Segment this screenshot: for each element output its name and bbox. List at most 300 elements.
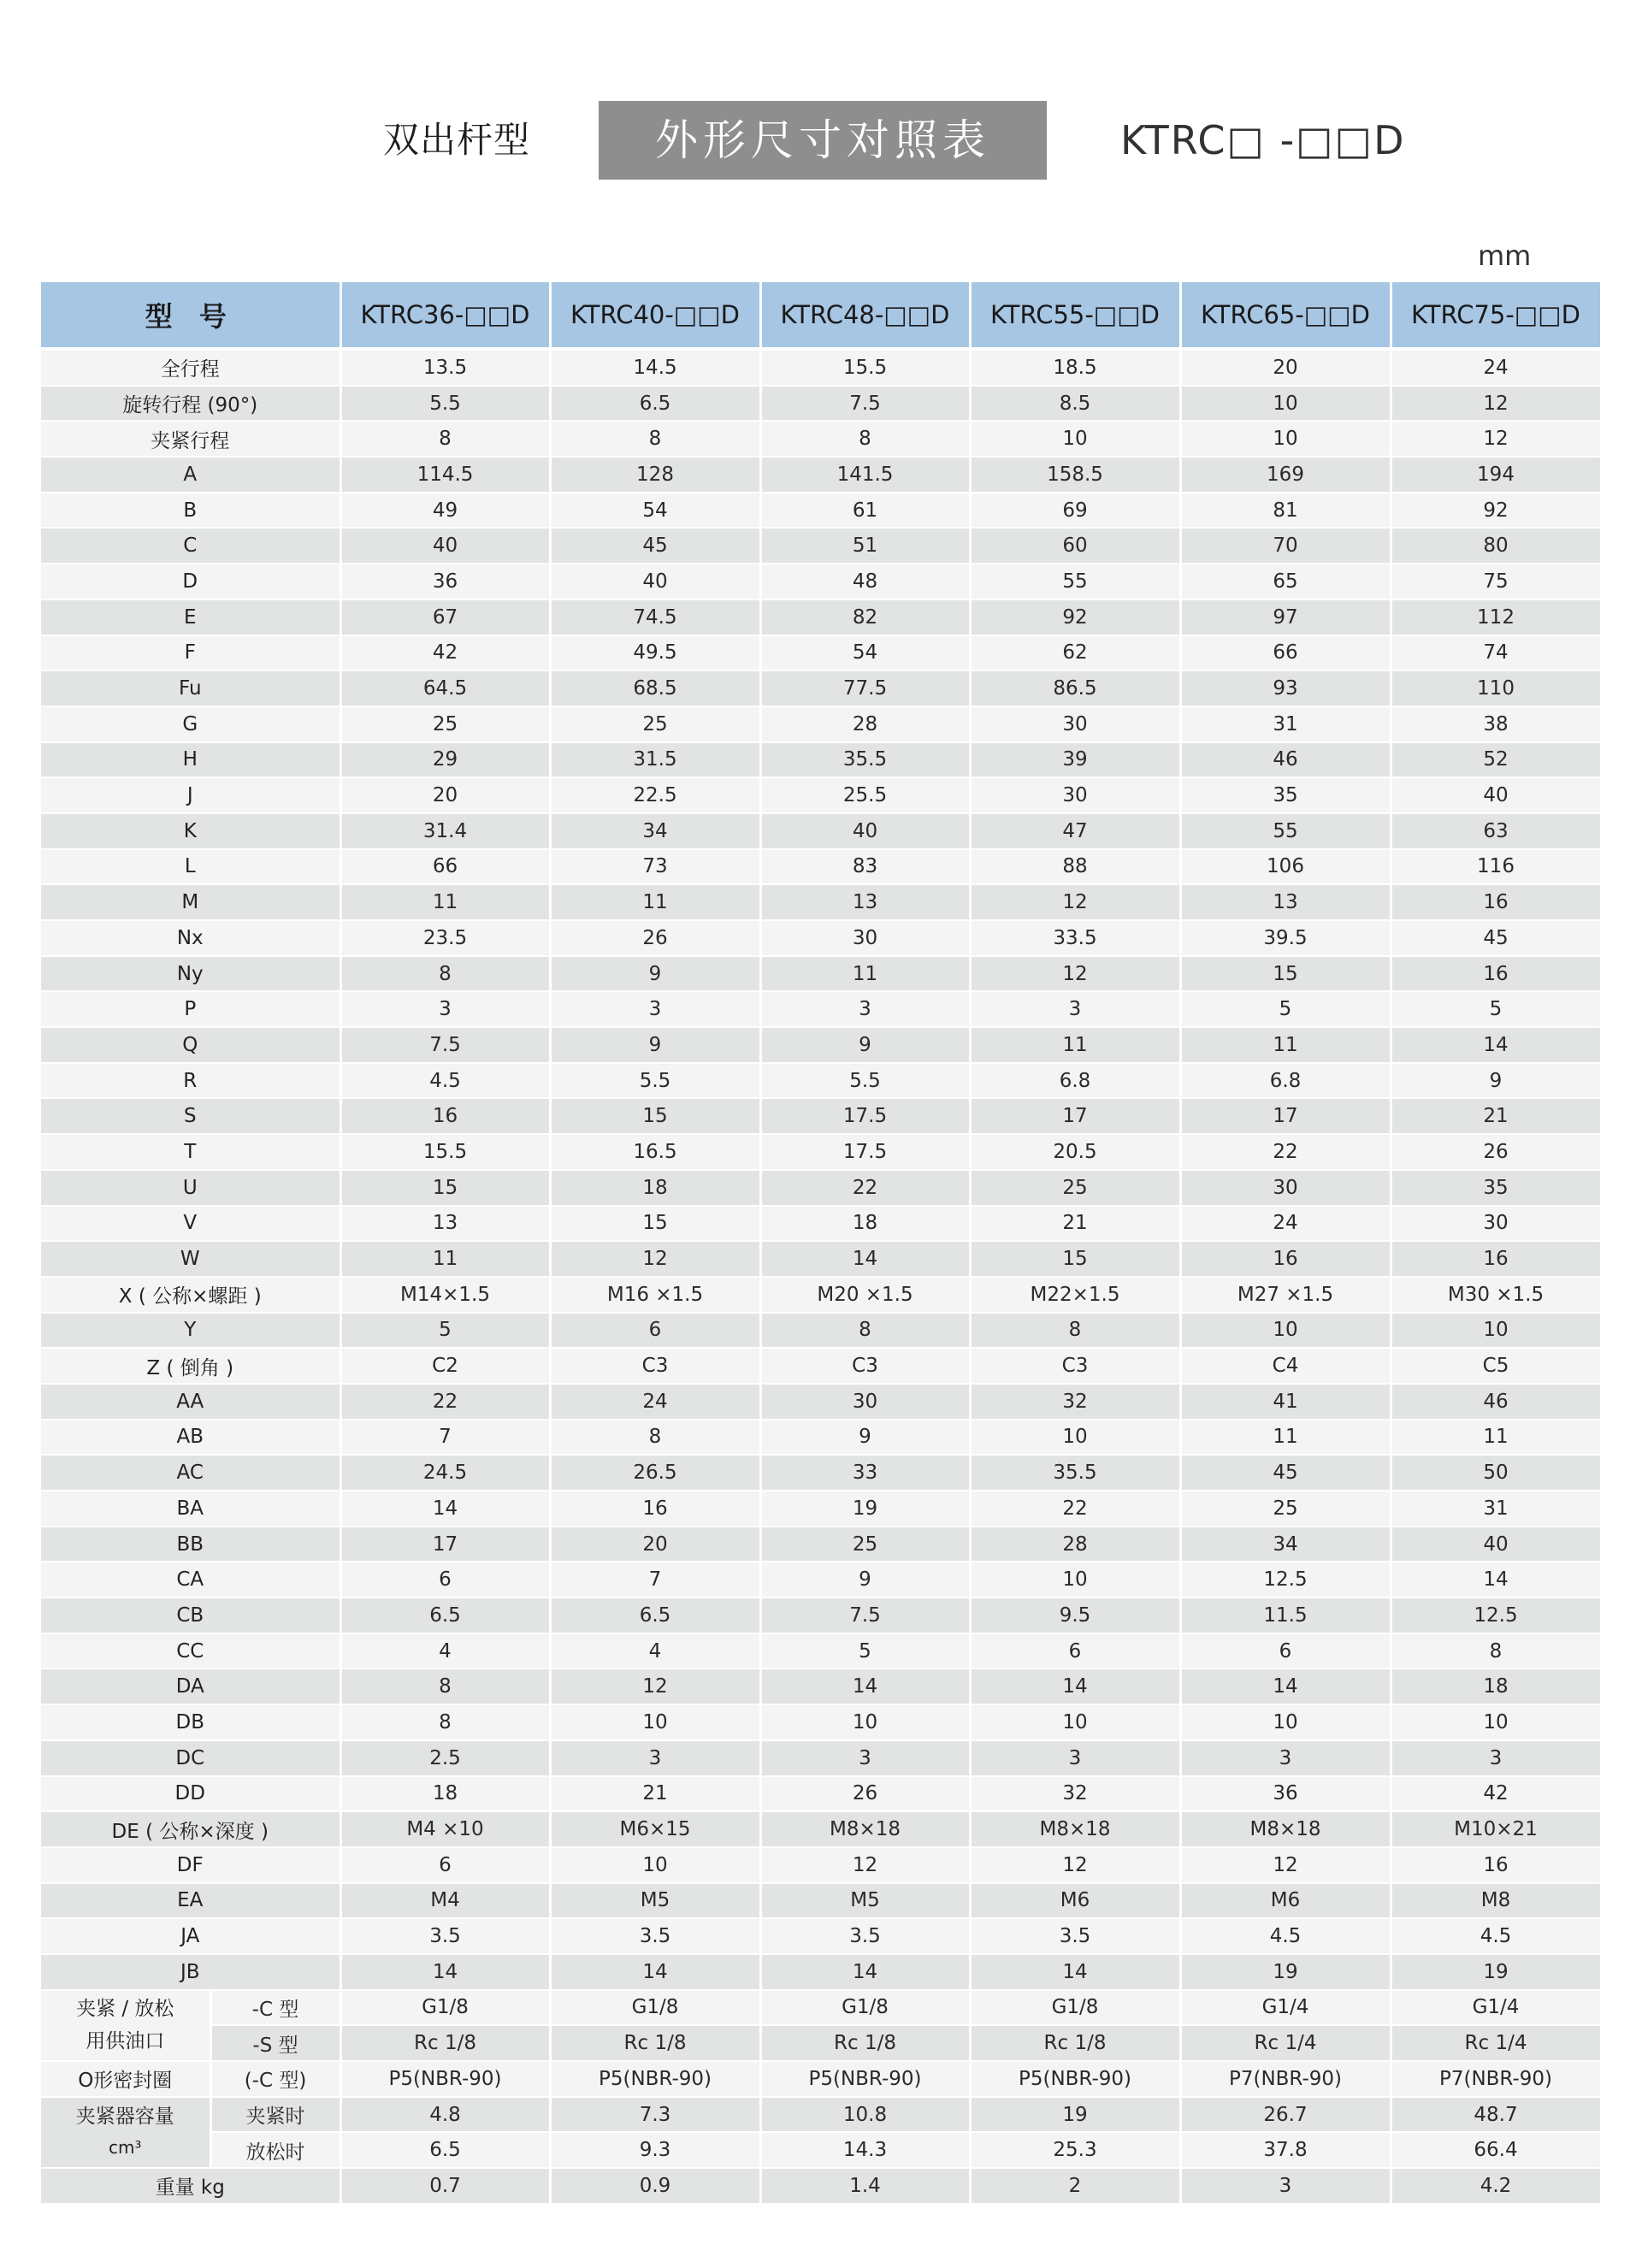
table-cell: 31 (1391, 1491, 1601, 1527)
table-cell: 33 (760, 1455, 970, 1491)
table-row (41, 493, 1601, 529)
row-sublabel: -S 型 (210, 2025, 340, 2061)
table-row (41, 2025, 1601, 2061)
table-cell: 6.8 (970, 1063, 1180, 1099)
table-cell: P5(NBR-90) (340, 2061, 550, 2097)
table-cell: 61 (760, 493, 970, 529)
table-row (41, 1277, 1601, 1313)
table-cell: 35 (1391, 1170, 1601, 1206)
table-row (41, 670, 1601, 706)
table-cell: 49 (340, 493, 550, 529)
table-cell: M5 (550, 1883, 760, 1919)
row-label: V (41, 1206, 340, 1242)
row-label: S (41, 1098, 340, 1134)
table-cell: 10 (1180, 1313, 1391, 1349)
table-cell: 14 (760, 1241, 970, 1277)
table-cell: 31.5 (550, 742, 760, 778)
table-cell: 11 (340, 1241, 550, 1277)
table-cell: 45 (550, 528, 760, 564)
table-cell: 16 (1391, 884, 1601, 920)
table-cell: M6 (1180, 1883, 1391, 1919)
table-row (41, 1598, 1601, 1633)
table-cell: 9 (760, 1562, 970, 1598)
row-label: JA (41, 1918, 340, 1954)
table-cell: 6 (340, 1847, 550, 1883)
table-cell: 12 (760, 1847, 970, 1883)
table-cell: 14 (1391, 1027, 1601, 1063)
table-cell: 15 (340, 1170, 550, 1206)
table-cell: 194 (1391, 457, 1601, 493)
table-cell: 45 (1391, 920, 1601, 956)
table-cell: 14 (550, 1954, 760, 1990)
table-cell: 48.7 (1391, 2097, 1601, 2133)
row-label: DC (41, 1740, 340, 1776)
table-cell: G1/8 (340, 1990, 550, 2026)
table-cell: 22 (1180, 1134, 1391, 1170)
row-label: D (41, 564, 340, 599)
table-cell: 25 (1180, 1491, 1391, 1527)
table-cell: 12 (550, 1241, 760, 1277)
table-cell: 17 (340, 1527, 550, 1562)
table-cell: 22.5 (550, 777, 760, 813)
table-row (41, 1455, 1601, 1491)
table-cell: 10 (970, 1420, 1180, 1456)
table-cell: 5.5 (340, 386, 550, 422)
row-label: G (41, 706, 340, 742)
table-cell: Rc 1/8 (760, 2025, 970, 2061)
table-cell: 110 (1391, 670, 1601, 706)
table-cell: 9 (1391, 1063, 1601, 1099)
row-label: CC (41, 1633, 340, 1669)
table-cell: 66 (340, 849, 550, 885)
table-cell: 4.8 (340, 2097, 550, 2133)
table-cell: 12 (970, 884, 1180, 920)
table-cell: 33.5 (970, 920, 1180, 956)
table-cell: 39.5 (1180, 920, 1391, 956)
table-cell: 141.5 (760, 457, 970, 493)
table-cell: 16 (1391, 956, 1601, 992)
table-row (41, 1313, 1601, 1349)
table-cell: M8 (1391, 1883, 1601, 1919)
table-cell: 50 (1391, 1455, 1601, 1491)
table-cell: G1/8 (970, 1990, 1180, 2026)
table-cell: 80 (1391, 528, 1601, 564)
table-cell: 6.5 (550, 1598, 760, 1633)
table-cell: 10 (970, 1562, 1180, 1598)
table-cell: M8×18 (970, 1811, 1180, 1847)
table-row (41, 1669, 1601, 1704)
table-cell: 18 (1391, 1669, 1601, 1704)
table-row (41, 1134, 1601, 1170)
table-cell: 11 (760, 956, 970, 992)
table-cell: 16 (340, 1098, 550, 1134)
table-cell: 2 (970, 2168, 1180, 2204)
table-row (41, 1170, 1601, 1206)
capacity-label (41, 2097, 210, 2168)
table-cell: Rc 1/8 (550, 2025, 760, 2061)
table-cell: 16 (550, 1491, 760, 1527)
table-cell: 5 (340, 1313, 550, 1349)
table-cell: 26 (1391, 1134, 1601, 1170)
table-cell: 66 (1180, 635, 1391, 671)
table-cell: 17.5 (760, 1134, 970, 1170)
table-cell: 4.2 (1391, 2168, 1601, 2204)
table-cell: 10 (760, 1704, 970, 1740)
row-label: 夹紧行程 (41, 421, 340, 457)
table-cell: Rc 1/8 (340, 2025, 550, 2061)
table-cell: 55 (970, 564, 1180, 599)
table-cell: 14 (1180, 1669, 1391, 1704)
table-cell: G1/8 (550, 1990, 760, 2026)
table-cell: 1.4 (760, 2168, 970, 2204)
unit-label: mm (1478, 239, 1532, 272)
page-title: 外形尺寸对照表 (599, 101, 1047, 180)
table-cell: Rc 1/8 (970, 2025, 1180, 2061)
table-cell: 64.5 (340, 670, 550, 706)
table-cell: 69 (970, 493, 1180, 529)
table-cell: 18 (340, 1776, 550, 1812)
table-cell: 25.3 (970, 2132, 1180, 2168)
table-cell: 7.5 (760, 386, 970, 422)
table-cell: 73 (550, 849, 760, 885)
table-cell: 11 (970, 1027, 1180, 1063)
table-cell: 14.3 (760, 2132, 970, 2168)
table-cell: 3 (550, 991, 760, 1027)
table-cell: 10 (550, 1847, 760, 1883)
table-cell: 97 (1180, 599, 1391, 635)
table-cell: 8 (550, 421, 760, 457)
table-header-row (41, 282, 1601, 349)
table-cell: G1/8 (760, 1990, 970, 2026)
table-cell: 11 (550, 884, 760, 920)
table-cell: 12 (1180, 1847, 1391, 1883)
table-cell: 10 (970, 1704, 1180, 1740)
table-cell: 83 (760, 849, 970, 885)
table-cell: M14×1.5 (340, 1277, 550, 1313)
row-label: Fu (41, 670, 340, 706)
table-cell: 18 (550, 1170, 760, 1206)
table-cell: 13 (340, 1206, 550, 1242)
table-cell: 18.5 (970, 349, 1180, 386)
row-label: BB (41, 1527, 340, 1562)
table-row (41, 564, 1601, 599)
o-ring-label: O形密封圈 (41, 2061, 210, 2097)
row-label: Ny (41, 956, 340, 992)
table-cell: 3.5 (970, 1918, 1180, 1954)
table-cell: 128 (550, 457, 760, 493)
row-label: DE ( 公称×深度 ) (41, 1811, 340, 1847)
table-cell: 8 (340, 956, 550, 992)
table-row (41, 1847, 1601, 1883)
table-row (41, 1633, 1601, 1669)
table-cell: 92 (1391, 493, 1601, 529)
table-cell: 14 (760, 1669, 970, 1704)
table-row (41, 1063, 1601, 1099)
table-cell: 10 (550, 1704, 760, 1740)
row-label: BA (41, 1491, 340, 1527)
table-cell: 15 (550, 1098, 760, 1134)
table-cell: 10 (1180, 386, 1391, 422)
table-cell: 3 (970, 991, 1180, 1027)
table-cell: 12 (970, 956, 1180, 992)
row-label: T (41, 1134, 340, 1170)
table-cell: 8 (760, 1313, 970, 1349)
table-cell: 30 (760, 920, 970, 956)
table-cell: 14 (970, 1669, 1180, 1704)
table-row (41, 1990, 1601, 2026)
table-cell: 0.9 (550, 2168, 760, 2204)
table-cell: 74.5 (550, 599, 760, 635)
row-label: AA (41, 1384, 340, 1420)
row-label: 旋转行程 (90°) (41, 386, 340, 422)
table-cell: 40 (1391, 1527, 1601, 1562)
table-row (41, 635, 1601, 671)
table-cell: 6.5 (340, 1598, 550, 1633)
row-label: W (41, 1241, 340, 1277)
table-row (41, 457, 1601, 493)
row-sublabel: (-C 型) (210, 2061, 340, 2097)
table-row (41, 813, 1601, 849)
table-row (41, 1027, 1601, 1063)
table-row (41, 1883, 1601, 1919)
page-header (0, 101, 1642, 180)
table-cell: M27 ×1.5 (1180, 1277, 1391, 1313)
row-label: H (41, 742, 340, 778)
capacity-label-line1: 夹紧器容量 (75, 2106, 174, 2129)
table-cell: 28 (970, 1527, 1180, 1562)
table-cell: 9 (760, 1027, 970, 1063)
table-cell: 11 (1180, 1027, 1391, 1063)
table-cell: 8 (340, 1669, 550, 1704)
row-label: K (41, 813, 340, 849)
table-cell: 4.5 (340, 1063, 550, 1099)
model-col-header: KTRC55-□□D (970, 282, 1180, 349)
table-cell: 8 (340, 421, 550, 457)
table-cell: 10 (970, 421, 1180, 457)
table-cell: 32 (970, 1776, 1180, 1812)
table-cell: 6.5 (340, 2132, 550, 2168)
table-row (41, 884, 1601, 920)
table-cell: 0.7 (340, 2168, 550, 2204)
model-col-header: KTRC75-□□D (1391, 282, 1601, 349)
table-cell: 2.5 (340, 1740, 550, 1776)
table-cell: 54 (550, 493, 760, 529)
row-label: A (41, 457, 340, 493)
table-cell: 15 (550, 1206, 760, 1242)
model-col-header: KTRC65-□□D (1180, 282, 1391, 349)
oil-port-label-line1: 夹紧 / 放松 (76, 1998, 174, 2021)
model-col-header: KTRC40-□□D (550, 282, 760, 349)
table-cell: 20.5 (970, 1134, 1180, 1170)
table-row (41, 742, 1601, 778)
table-cell: Rc 1/4 (1180, 2025, 1391, 2061)
table-cell: 22 (760, 1170, 970, 1206)
table-cell: 9.3 (550, 2132, 760, 2168)
table-cell: 74 (1391, 635, 1601, 671)
table-cell: M8×18 (1180, 1811, 1391, 1847)
table-cell: 3 (760, 1740, 970, 1776)
model-code: KTRC□ -□□D (1120, 117, 1406, 163)
row-label: 全行程 (41, 349, 340, 386)
table-cell: 6 (1180, 1633, 1391, 1669)
table-cell: 22 (340, 1384, 550, 1420)
table-cell: 42 (340, 635, 550, 671)
row-label: DD (41, 1776, 340, 1812)
table-cell: 15.5 (760, 349, 970, 386)
table-cell: 13 (1180, 884, 1391, 920)
table-cell: 30 (1180, 1170, 1391, 1206)
row-label: P (41, 991, 340, 1027)
table-cell: 51 (760, 528, 970, 564)
table-cell: M4 ×10 (340, 1811, 550, 1847)
table-cell: 26 (550, 920, 760, 956)
table-cell: P7(NBR-90) (1391, 2061, 1601, 2097)
table-row (41, 1776, 1601, 1812)
row-label: C (41, 528, 340, 564)
table-cell: 21 (550, 1776, 760, 1812)
table-cell: 10.8 (760, 2097, 970, 2133)
table-cell: 8 (1391, 1633, 1601, 1669)
table-cell: 31.4 (340, 813, 550, 849)
table-row (41, 2132, 1601, 2168)
table-cell: 24 (1391, 349, 1601, 386)
table-cell: 88 (970, 849, 1180, 885)
table-cell: 10 (1391, 1313, 1601, 1349)
table-cell: 158.5 (970, 457, 1180, 493)
table-cell: 75 (1391, 564, 1601, 599)
table-cell: 30 (1391, 1206, 1601, 1242)
model-col-header: KTRC48-□□D (760, 282, 970, 349)
table-cell: 45 (1180, 1455, 1391, 1491)
row-label: DA (41, 1669, 340, 1704)
table-cell: 6 (550, 1313, 760, 1349)
table-row (41, 777, 1601, 813)
table-cell: 25 (340, 706, 550, 742)
row-label: EA (41, 1883, 340, 1919)
table-cell: 9.5 (970, 1598, 1180, 1633)
row-label: JB (41, 1954, 340, 1990)
row-label: CA (41, 1562, 340, 1598)
table-cell: 7 (340, 1420, 550, 1456)
table-cell: 5 (1180, 991, 1391, 1027)
table-cell: 3 (1391, 1740, 1601, 1776)
table-cell: 40 (760, 813, 970, 849)
table-cell: 7.3 (550, 2097, 760, 2133)
table-cell: 63 (1391, 813, 1601, 849)
table-cell: 16 (1180, 1241, 1391, 1277)
table-cell: 9 (760, 1420, 970, 1456)
row-sublabel: 夹紧时 (210, 2097, 340, 2133)
table-cell: 10 (1180, 421, 1391, 457)
table-cell: 77.5 (760, 670, 970, 706)
table-cell: 3 (340, 991, 550, 1027)
table-cell: 40 (1391, 777, 1601, 813)
table-cell: 10 (1180, 1704, 1391, 1740)
table-row (41, 599, 1601, 635)
table-cell: 3 (760, 991, 970, 1027)
table-row (41, 1491, 1601, 1527)
table-row (41, 706, 1601, 742)
table-cell: 36 (340, 564, 550, 599)
table-cell: 11 (340, 884, 550, 920)
table-cell: 4 (340, 1633, 550, 1669)
table-cell: 3 (970, 1740, 1180, 1776)
table-cell: 3.5 (340, 1918, 550, 1954)
weight-label: 重量 kg (41, 2168, 340, 2204)
table-cell: 8.5 (970, 386, 1180, 422)
table-cell: 35.5 (760, 742, 970, 778)
table-cell: 17 (970, 1098, 1180, 1134)
table-row (41, 1527, 1601, 1562)
table-row (41, 1811, 1601, 1847)
table-cell: 13 (760, 884, 970, 920)
type-label: 双出杆型 (383, 119, 531, 161)
table-cell: 52 (1391, 742, 1601, 778)
table-cell: 36 (1180, 1776, 1391, 1812)
table-cell: 24 (1180, 1206, 1391, 1242)
table-cell: 8 (340, 1704, 550, 1740)
table-cell: 12 (970, 1847, 1180, 1883)
table-row (41, 421, 1601, 457)
table-cell: 24.5 (340, 1455, 550, 1491)
table-cell: 17 (1180, 1098, 1391, 1134)
table-cell: M10×21 (1391, 1811, 1601, 1847)
table-cell: 112 (1391, 599, 1601, 635)
table-cell: 6 (970, 1633, 1180, 1669)
table-cell: 39 (970, 742, 1180, 778)
table-row (41, 1420, 1601, 1456)
table-row (41, 1954, 1601, 1990)
table-cell: M30 ×1.5 (1391, 1277, 1601, 1313)
table-cell: C5 (1391, 1348, 1601, 1384)
row-label: X ( 公称×螺距 ) (41, 1277, 340, 1313)
table-cell: 26 (760, 1776, 970, 1812)
row-label: B (41, 493, 340, 529)
table-cell: 14 (340, 1954, 550, 1990)
table-cell: 55 (1180, 813, 1391, 849)
row-label: M (41, 884, 340, 920)
table-cell: 19 (970, 2097, 1180, 2133)
table-cell: 18 (760, 1206, 970, 1242)
table-cell: 42 (1391, 1776, 1601, 1812)
row-label: Z ( 倒角 ) (41, 1348, 340, 1384)
table-cell: 34 (550, 813, 760, 849)
table-row (41, 1098, 1601, 1134)
table-cell: 67 (340, 599, 550, 635)
table-row (41, 1241, 1601, 1277)
table-cell: 25.5 (760, 777, 970, 813)
table-cell: G1/4 (1391, 1990, 1601, 2026)
table-cell: 30 (970, 777, 1180, 813)
model-col-header: KTRC36-□□D (340, 282, 550, 349)
table-cell: 66.4 (1391, 2132, 1601, 2168)
table-cell: 37.8 (1180, 2132, 1391, 2168)
table-row (41, 1348, 1601, 1384)
table-cell: 7.5 (760, 1598, 970, 1633)
row-label: AB (41, 1420, 340, 1456)
table-cell: 29 (340, 742, 550, 778)
model-header: 型 号 (41, 282, 340, 349)
table-cell: 20 (340, 777, 550, 813)
table-cell: 20 (550, 1527, 760, 1562)
table-cell: 10 (1391, 1704, 1601, 1740)
capacity-unit: cm³ (109, 2137, 142, 2159)
table-cell: M22×1.5 (970, 1277, 1180, 1313)
table-cell: M16 ×1.5 (550, 1277, 760, 1313)
table-cell: 86.5 (970, 670, 1180, 706)
table-cell: 62 (970, 635, 1180, 671)
table-cell: M6 (970, 1883, 1180, 1919)
